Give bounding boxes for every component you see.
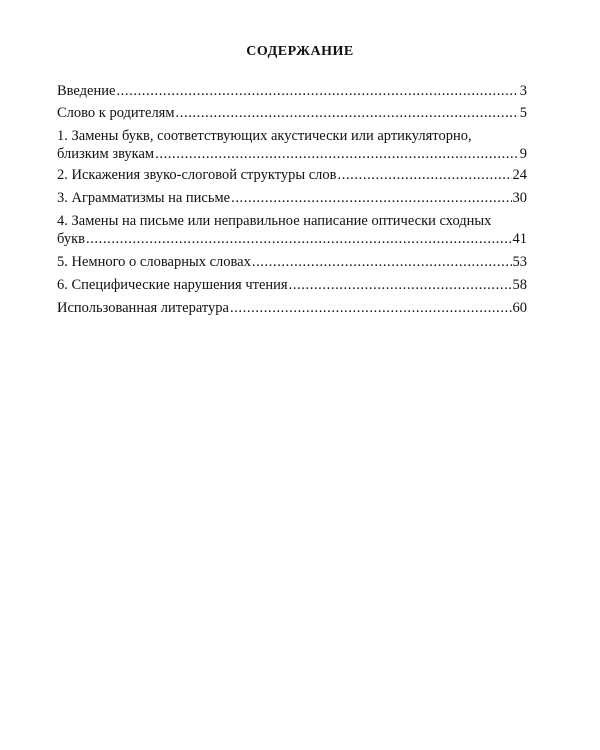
toc-leader-dots	[252, 253, 512, 271]
toc-page-number: 30	[512, 190, 527, 206]
toc-leader-dots	[86, 230, 512, 248]
toc-entry-text: букв	[57, 231, 85, 247]
page-title: СОДЕРЖАНИЕ	[246, 44, 354, 59]
toc-page-number: 9	[519, 146, 527, 162]
toc-leader-dots	[231, 189, 511, 207]
toc-leader-dots	[176, 104, 519, 122]
toc-page-number: 5	[519, 105, 527, 121]
toc-leader-dots	[155, 145, 519, 163]
toc-leader-dots	[338, 166, 512, 184]
toc-leader-dots	[116, 82, 518, 100]
toc-entry-chapter-6[interactable]	[57, 276, 527, 294]
toc-page-number: 24	[512, 167, 527, 183]
toc-entry-references[interactable]	[57, 299, 527, 317]
toc-entry-text: Введение	[57, 83, 116, 99]
toc-leader-dots	[289, 276, 512, 294]
toc-entry-text-line-1: 4. Замены на письме или неправильное написание оптически сходных	[57, 213, 492, 229]
toc-entry-chapter-1[interactable]	[57, 127, 527, 163]
toc-entry-chapter-5[interactable]	[57, 253, 527, 271]
toc-entry-chapter-3[interactable]	[57, 189, 527, 207]
toc-entry-text: близким звукам	[57, 146, 155, 162]
toc-entry-introduction[interactable]	[57, 82, 527, 100]
toc-entry-text: 6. Специфические нарушения чтения	[57, 277, 288, 293]
toc-entry-text-line-1: 1. Замены букв, соответствующих акустически или артикуляторно,	[57, 128, 472, 144]
toc-entry-chapter-2[interactable]	[57, 166, 527, 184]
toc-entry-text: 2. Искажения звуко-слоговой структуры слов	[57, 167, 337, 183]
toc-page-number: 58	[512, 277, 527, 293]
toc-leader-dots	[230, 299, 512, 317]
toc-entry-text: Слово к родителям	[57, 105, 175, 121]
toc-entry-word-to-parents[interactable]	[57, 104, 527, 122]
toc-entry-chapter-4[interactable]	[57, 212, 527, 248]
toc-entry-text: Использованная литература	[57, 300, 229, 316]
toc-entry-text: 5. Немного о словарных словах	[57, 254, 251, 270]
toc-page-number: 3	[519, 83, 527, 99]
toc-page-number: 41	[512, 231, 527, 247]
toc-page-number: 60	[512, 300, 527, 316]
toc-entry-text: 3. Аграмматизмы на письме	[57, 190, 231, 206]
toc-page-number: 53	[512, 254, 527, 270]
